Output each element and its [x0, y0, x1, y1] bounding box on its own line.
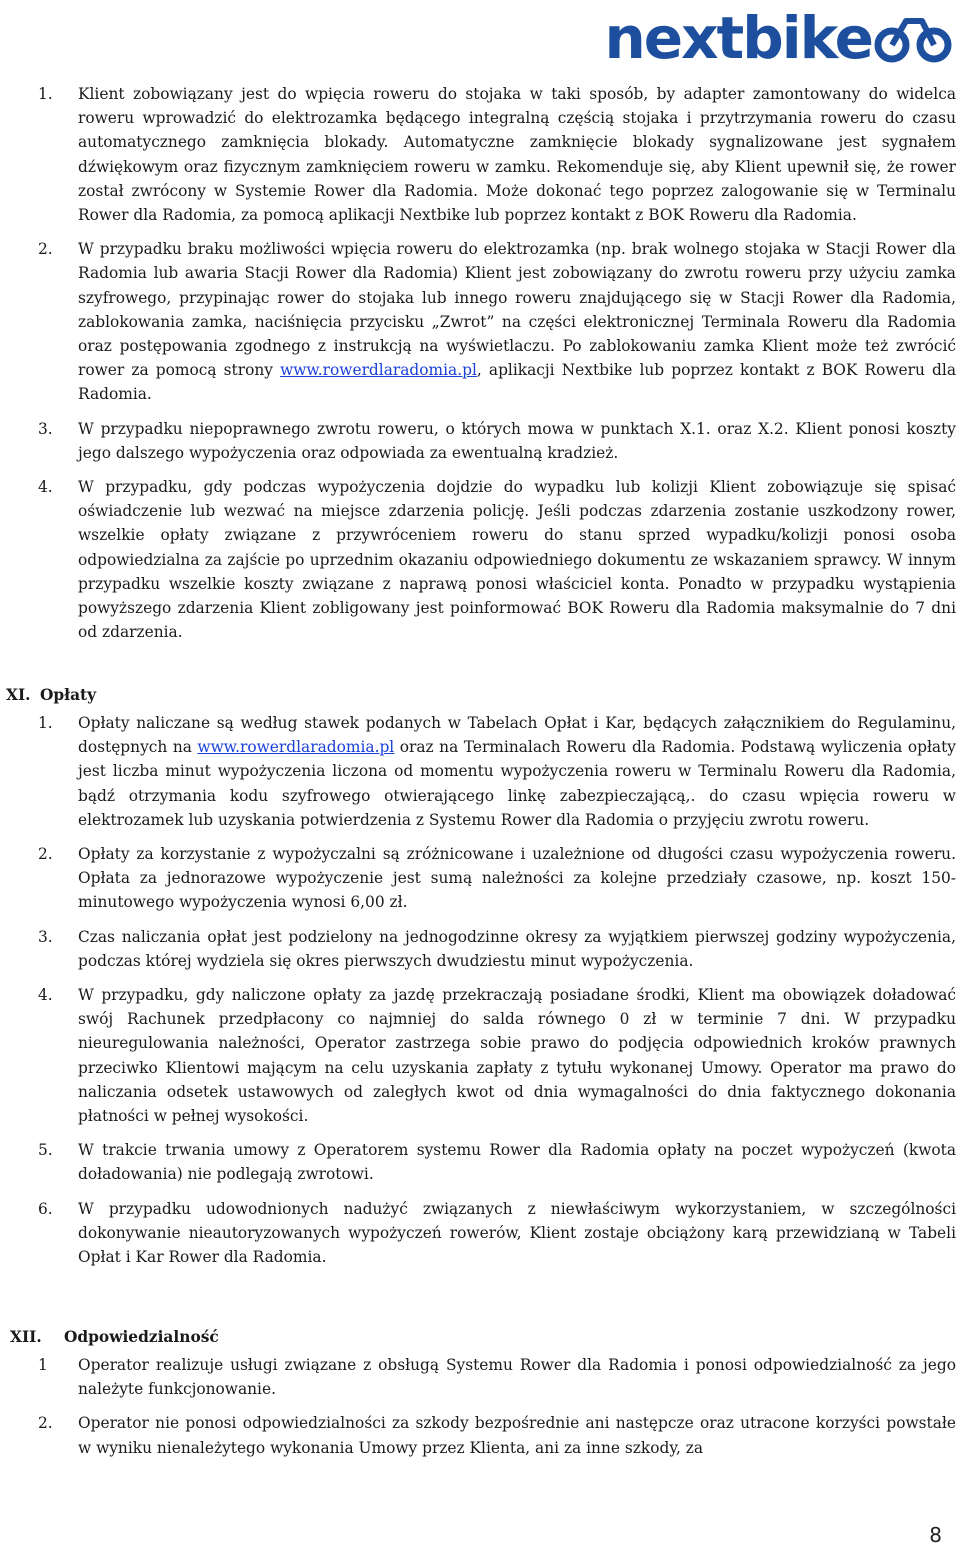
section-title: Odpowiedzialność [64, 1328, 219, 1346]
list-item: 1. Opłaty naliczane są według stawek podanych w Tabelach Opłat i Kar, będących załącznikiem do Regulaminu, dostępnych na www.rowerdlaradomia.pl oraz na Terminalach Roweru dla Radomia. Podstawą wyliczenia opłaty jest liczba minut wypożyczenia liczona od momentu wypożyczenia roweru w Terminalu Roweru dla Radomia, bądź otrzymania kodu szyfrowego otwierającego linkę zabezpieczającą,. do czasu wpięcia roweru w elektrozamek lub uzyskania potwierdzenia z Systemu Rower dla Radomia o przyjęciu zwrotu roweru. [38, 714, 956, 829]
section-title: Opłaty [40, 686, 97, 704]
list-item: 2. W przypadku braku możliwości wpięcia roweru do elektrozamka (np. brak wolnego stojaka w Stacji Rower dla Radomia lub awaria Stacji Rower dla Radomia) Klient jest zobowiązany do zwrotu roweru przy użyciu zamka szyfrowego, przypinając rower do stojaka lub innego roweru znajdującego się w Stacji Rower dla Radomia, zablokowania zamka, naciśnięcia przycisku „Zwrot” na części elektronicznej Terminala Roweru dla Radomia oraz postępowania zgodnego z instrukcją na wyświetlaczu. Po zablokowaniu zamka Klient może też zwrócić rower za pomocą strony www.rowerdlaradomia.pl, aplikacji Nextbike lub poprzez kontakt z BOK Roweru dla Radomia. [38, 240, 956, 404]
website-link[interactable]: www.rowerdlaradomia.pl [280, 361, 477, 380]
page-number: 8 [929, 1522, 942, 1547]
bicycle-icon [874, 13, 952, 63]
logo-wordmark: nextbike [604, 4, 872, 72]
list-item: 6. W przypadku udowodnionych nadużyć związanych z niewłaściwym wykorzystaniem, w szczególności dokonywanie nieautoryzowanych wypożyczeń rowerów, Klient zostaje obciążony karą przewidzianą w Tabeli Opłat i Kar Rower dla Radomia. [38, 1199, 956, 1267]
list-item: 4. W przypadku, gdy podczas wypożyczenia dojdzie do wypadku lub kolizji Klient zobowiązuje się spisać oświadczenie lub wezwać na miejsce zdarzenia policję. Jeśli podczas zdarzenia zostanie uszkodzony rower, wszelkie opłaty związane z przywróceniem roweru do stanu sprzed wypadku/kolizji ponosi osoba odpowiedzialna za zajście po uprzednim okazaniu odpowiedniego dokumentu ze wskazaniem sprawcy. W innym przypadku wszelkie koszty związane z naprawą ponosi właściciel konta. Ponadto w przypadku wystąpienia powyższego zdarzenia Klient zobligowany jest poinformować BOK Roweru dla Radomia maksymalnie do 7 dni od zdarzenia. [38, 478, 956, 642]
list-item: 5. W trakcie trwania umowy z Operatorem systemu Rower dla Radomia opłaty na poczet wypożyczeń (kwota doładowania) nie podlegają zwrotowi. [38, 1141, 956, 1184]
list-item: 2. Opłaty za korzystanie z wypożyczalni są zróżnicowane i uzależnione od długości czasu wypożyczenia roweru. Opłata za jednorazowe wypożyczenie jest sumą należności za kolejne przedziały czasowe, np. koszt 150-minutowego wypożyczenia wynosi 6,00 zł. [38, 845, 956, 912]
list-item: 3. W przypadku niepoprawnego zwrotu roweru, o których mowa w punktach X.1. oraz X.2. Klient ponosi koszty jego dalszego wypożyczenia oraz odpowiada za ewentualną kradzież. [38, 419, 956, 462]
list-item: 1. Klient zobowiązany jest do wpięcia roweru do stojaka w taki sposób, by adapter zamontowany do widelca roweru wprowadzić do elektrozamka będącego integralną częścią stojaka i przytrzymania roweru do czasu automatycznego zamknięcia blokady. Automatyczne zamknięcie blokady sygnalizowane jest sygnałem dźwiękowym oraz fizycznym zamknięciem roweru w zamku. Rekomenduje się, aby Klient upewnił się, że rower został zwrócony w Systemie Rower dla Radomia. Może dokonać tego poprzez zalogowanie się w Terminalu Rower dla Radomia, za pomocą aplikacji Nextbike lub poprzez kontakt z BOK Roweru dla Radomia. [38, 85, 956, 225]
list-item: 2. Operator nie ponosi odpowiedzialności za szkody bezpośrednie ani następcze oraz utracone korzyści powstałe w wyniku nienależytego wykonania Umowy przez Klienta, ani za inne szkody, za [38, 1414, 956, 1457]
list-item: 1 Operator realizuje usługi związane z obsługą Systemu Rower dla Radomia i ponosi odpowiedzialność za jego należyte funkcjonowanie. [38, 1356, 956, 1399]
list-item: 4. W przypadku, gdy naliczone opłaty za jazdę przekraczają posiadane środki, Klient ma obowiązek doładować swój Rachunek przedpłacony co najmniej do salda równego 0 zł w terminie 7 dni. W przypadku nieuregulowania należności, Operator zastrzega sobie prawo do podjęcia odpowiednich kroków prawnych przeciwko Klientowi mającym na celu uzyskania zapłaty z tytułu wykonanej Umowy. Operator ma prawo do naliczania odsetek ustawowych od zaległych kwot od dnia wymagalności do dnia faktycznego dokonania płatności w pełnej wysokości. [38, 986, 956, 1126]
section-heading: XI. Opłaty [0, 683, 960, 711]
list-item: 3. Czas naliczania opłat jest podzielony na jednogodzinne okresy za wyjątkiem pierwszej godziny wypożyczenia, podczas której wydziela się okres pierwszych dwudziestu minut wypożyczenia. [38, 927, 956, 970]
section-heading: XII. Odpowiedzialność [0, 1325, 960, 1353]
section-xi [0, 683, 960, 1279]
section-x-list [0, 82, 960, 654]
nextbike-logo [604, 4, 952, 72]
section-xii [0, 1325, 960, 1470]
website-link[interactable]: www.rowerdlaradomia.pl [197, 738, 395, 757]
